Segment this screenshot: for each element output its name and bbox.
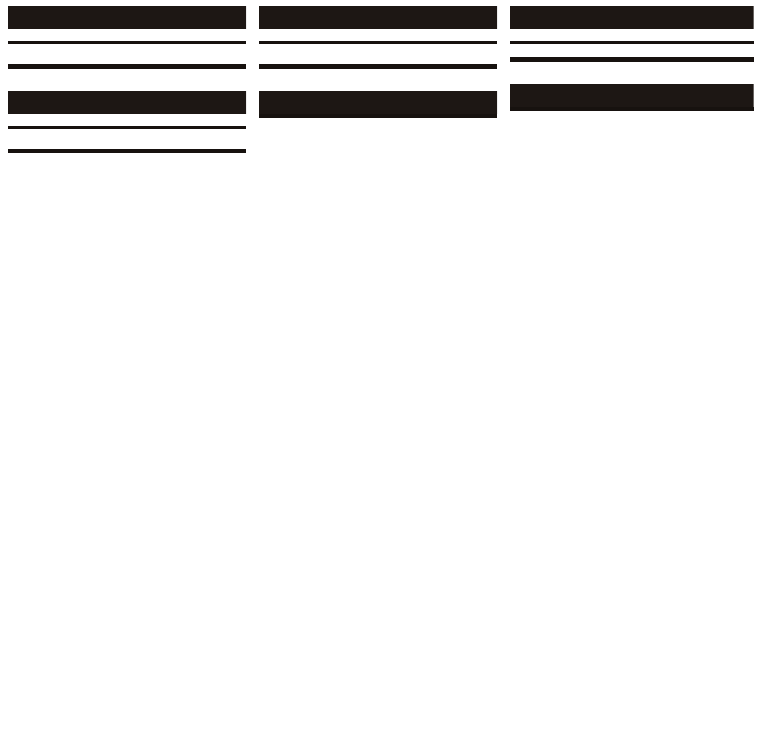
section-steering bbox=[8, 6, 246, 69]
section-header-sound-environment bbox=[259, 91, 497, 114]
table-end-rule bbox=[8, 149, 246, 153]
description-body-loader-arm bbox=[510, 44, 754, 58]
section-electrical-system bbox=[259, 6, 497, 69]
section-header-steering bbox=[8, 6, 246, 29]
section-loader-arm-performance bbox=[510, 6, 754, 62]
description-label-electrical bbox=[259, 29, 497, 44]
section-header-loader-arm-performance bbox=[510, 6, 754, 29]
column-middle bbox=[259, 6, 497, 735]
description-body-electrical bbox=[259, 44, 497, 65]
description-body-cab bbox=[8, 129, 246, 149]
section-header-electrical-system bbox=[259, 6, 497, 29]
table-end-rule bbox=[8, 65, 246, 69]
section-cab bbox=[8, 91, 246, 153]
section-header-cab bbox=[8, 91, 246, 114]
description-label-loader-arm bbox=[510, 29, 754, 44]
column-right bbox=[510, 6, 754, 735]
table-end-rule bbox=[510, 58, 754, 62]
section-dimensions bbox=[510, 84, 754, 111]
section-sound-environment bbox=[259, 91, 497, 118]
description-body-steering bbox=[8, 44, 246, 65]
description-label-cab bbox=[8, 114, 246, 129]
column-left bbox=[8, 6, 246, 735]
table-end-rule bbox=[510, 107, 754, 111]
table-end-rule bbox=[259, 65, 497, 69]
description-label-steering bbox=[8, 29, 246, 44]
table-end-rule bbox=[259, 114, 497, 118]
section-header-dimensions bbox=[510, 84, 754, 107]
